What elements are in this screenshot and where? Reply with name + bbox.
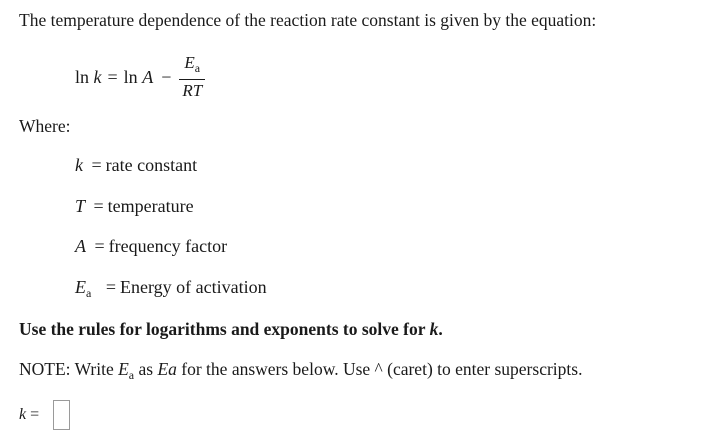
instruction-body: Use the rules for logarithms and exponents to solve for: [19, 319, 430, 339]
note-symbol: E: [118, 359, 129, 379]
note-text: [19, 359, 582, 383]
def-desc: temperature: [107, 196, 194, 216]
eq-lhs-var: k: [93, 66, 102, 87]
def-equals: =: [94, 236, 105, 256]
eq-fraction: [179, 52, 205, 102]
answer-label: [19, 406, 39, 424]
definition-t: [75, 196, 194, 217]
eq-minus: −: [161, 66, 172, 87]
def-symbol: T: [75, 196, 86, 216]
def-symbol: A: [75, 236, 86, 256]
answer-var: k: [19, 406, 27, 423]
definition-k: [75, 155, 197, 176]
intro-text: The temperature dependence of the reaction rate constant is given by the equation:: [19, 10, 597, 30]
instruction-var: k: [429, 319, 439, 339]
def-desc: rate constant: [105, 155, 198, 175]
def-sub: a: [86, 286, 92, 300]
eq-equals: =: [107, 66, 118, 87]
note-alt: Ea: [157, 359, 177, 379]
answer-input[interactable]: [53, 400, 70, 430]
eq-rhs-fn: ln: [123, 66, 138, 87]
note-suffix: for the answers below. Use ^ (caret) to enter superscripts.: [176, 359, 583, 379]
eq-lhs-fn: ln: [75, 66, 90, 87]
arrhenius-equation: [75, 52, 205, 102]
instruction-end: .: [438, 319, 443, 339]
definition-a: [75, 236, 227, 257]
answer-equals: =: [30, 406, 40, 423]
def-equals: =: [105, 277, 116, 297]
def-equals: =: [93, 196, 104, 216]
def-equals: =: [91, 155, 102, 175]
instruction-text: [19, 319, 443, 340]
def-desc: Energy of activation: [119, 277, 267, 297]
note-mid: as: [134, 359, 158, 379]
def-desc: frequency factor: [108, 236, 228, 256]
eq-denominator: RT: [182, 81, 203, 100]
definition-ea: [75, 277, 267, 301]
eq-rhs-var: A: [142, 66, 154, 87]
note-symbol-sub: a: [128, 368, 135, 382]
eq-num-sub: a: [194, 61, 201, 75]
note-prefix: NOTE: Write: [19, 359, 119, 379]
def-symbol: E: [75, 277, 86, 297]
where-label: Where:: [19, 116, 71, 136]
eq-num-var: E: [184, 53, 195, 72]
def-symbol: k: [75, 155, 83, 175]
